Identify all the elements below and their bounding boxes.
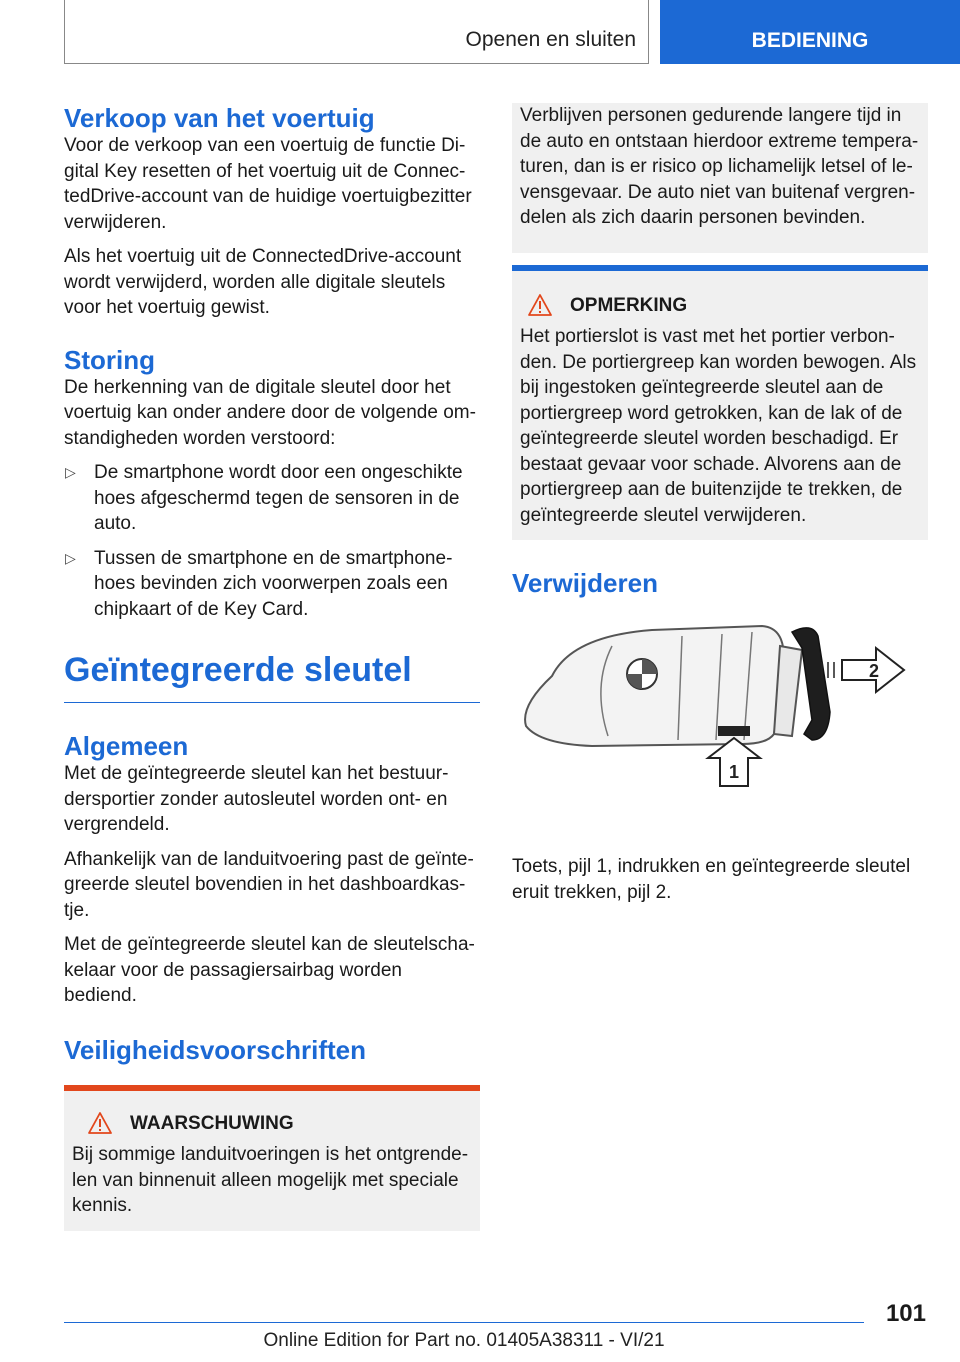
edition-text: Online Edition for Part no. 01405A38311 - VI/21 <box>263 1330 665 1351</box>
warning-text: Bij sommige landuitvoeringen is het ontgrende-len van binnenuit alleen mogelijk met speciale kennis. <box>72 1144 469 1216</box>
warning-triangle-icon <box>88 1112 112 1134</box>
sale-paragraph-1: Voor de verkoop van een voertuig de functie Di-gital Key resetten of het voertuig uit de Connec-tedDrive-account van de huidige voertuigbezitter verwijderen. <box>64 135 472 233</box>
header-divider-left <box>64 0 65 64</box>
warning-box <box>64 1091 480 1231</box>
note-text: Het portierslot is vast met het portier verbon-den. De portiergreep kan worden bewogen. Als bij ingestoken geïntegreerde sleutel aan de portiergreep word getrokken, kan de lak of de geïntegreerde sleutel worden beschadigd. Er bestaat gevaar voor schade. Alvorens aan de portiergreep aan de buitenzijde te trekken, de geïntegreerde sleutel verwijderen. <box>520 326 917 526</box>
general-paragraph-2: Afhankelijk van de landuitvoering past de geïnte-greerde sleutel bovendien in het dashboardkas-tje. <box>64 848 474 921</box>
warning-label: WAARSCHUWING <box>130 1112 294 1134</box>
warning-header <box>72 1111 472 1137</box>
arrow-1-label: 1 <box>728 762 740 782</box>
key-figure <box>512 616 928 816</box>
header-underline <box>64 63 649 64</box>
sale-heading: Verkoop van het voertuig <box>64 103 375 133</box>
triangle-bullet-icon: ▷ <box>65 549 76 566</box>
fault-bullet-list <box>64 460 480 622</box>
integrated-key-title: Geïntegreerde sleutel <box>64 651 412 689</box>
list-item <box>64 460 480 537</box>
bullet-text: De smartphone wordt door een ongeschikte hoes afgeschermd tegen de sensoren in de auto. <box>94 462 463 534</box>
warning-triangle-icon <box>528 294 552 316</box>
general-heading: Algemeen <box>64 731 189 761</box>
bullet-text: Tussen de smartphone en de smartphone-hoes bevinden zich voorwerpen zoals een chipkaart of de Key Card. <box>94 547 453 620</box>
arrow-2-label: 2 <box>868 661 880 681</box>
fault-paragraph: De herkenning van de digitale sleutel door het voertuig kan onder andere door de volgende om-standigheden worden verstoord: <box>64 376 476 449</box>
right-column <box>512 103 928 914</box>
note-box <box>512 271 928 541</box>
note-header <box>520 293 920 319</box>
title-rule <box>64 702 480 703</box>
figure-caption: Toets, pijl 1, indrukken en geïntegreerde sleutel eruit trekken, pijl 2. <box>512 856 911 903</box>
left-column <box>64 103 480 1231</box>
warning-continued-box <box>512 103 928 253</box>
key-illustration <box>512 616 928 816</box>
triangle-bullet-icon: ▷ <box>65 464 76 480</box>
general-paragraph-1: Met de geïntegreerde sleutel kan het bestuur-dersportier zonder autosleutel worden ont- en vergrendeld. <box>64 763 449 835</box>
header-section-title: Openen en sluiten <box>465 28 636 51</box>
warning-continued-text: Verblijven personen gedurende langere tijd in de auto en ontstaan hierdoor extreme tempera-turen, dan is er risico op lichamelijk letsel of le-vensgevaar. De auto niet van buitenaf vergren-delen als zich daarin personen bevinden. <box>520 105 919 228</box>
general-paragraph-3: Met de geïntegreerde sleutel kan de sleutelscha-kelaar voor de passagiersairbag worden bediend. <box>64 934 475 1006</box>
header-chapter-tab <box>660 0 960 64</box>
sale-paragraph-2: Als het voertuig uit de ConnectedDrive-account wordt verwijderd, worden alle digitale sleutels voor het voertuig gewist. <box>64 246 462 318</box>
note-label: OPMERKING <box>570 294 688 316</box>
remove-heading: Verwijderen <box>512 568 658 598</box>
safety-heading: Veiligheidsvoorschriften <box>64 1034 366 1065</box>
footer-rule <box>64 1322 864 1323</box>
header-divider-right <box>648 0 649 64</box>
page-number: 101 <box>885 1300 926 1327</box>
fault-heading: Storing <box>64 344 155 375</box>
list-item <box>64 546 480 623</box>
header-chapter-label: BEDIENING <box>751 29 869 52</box>
